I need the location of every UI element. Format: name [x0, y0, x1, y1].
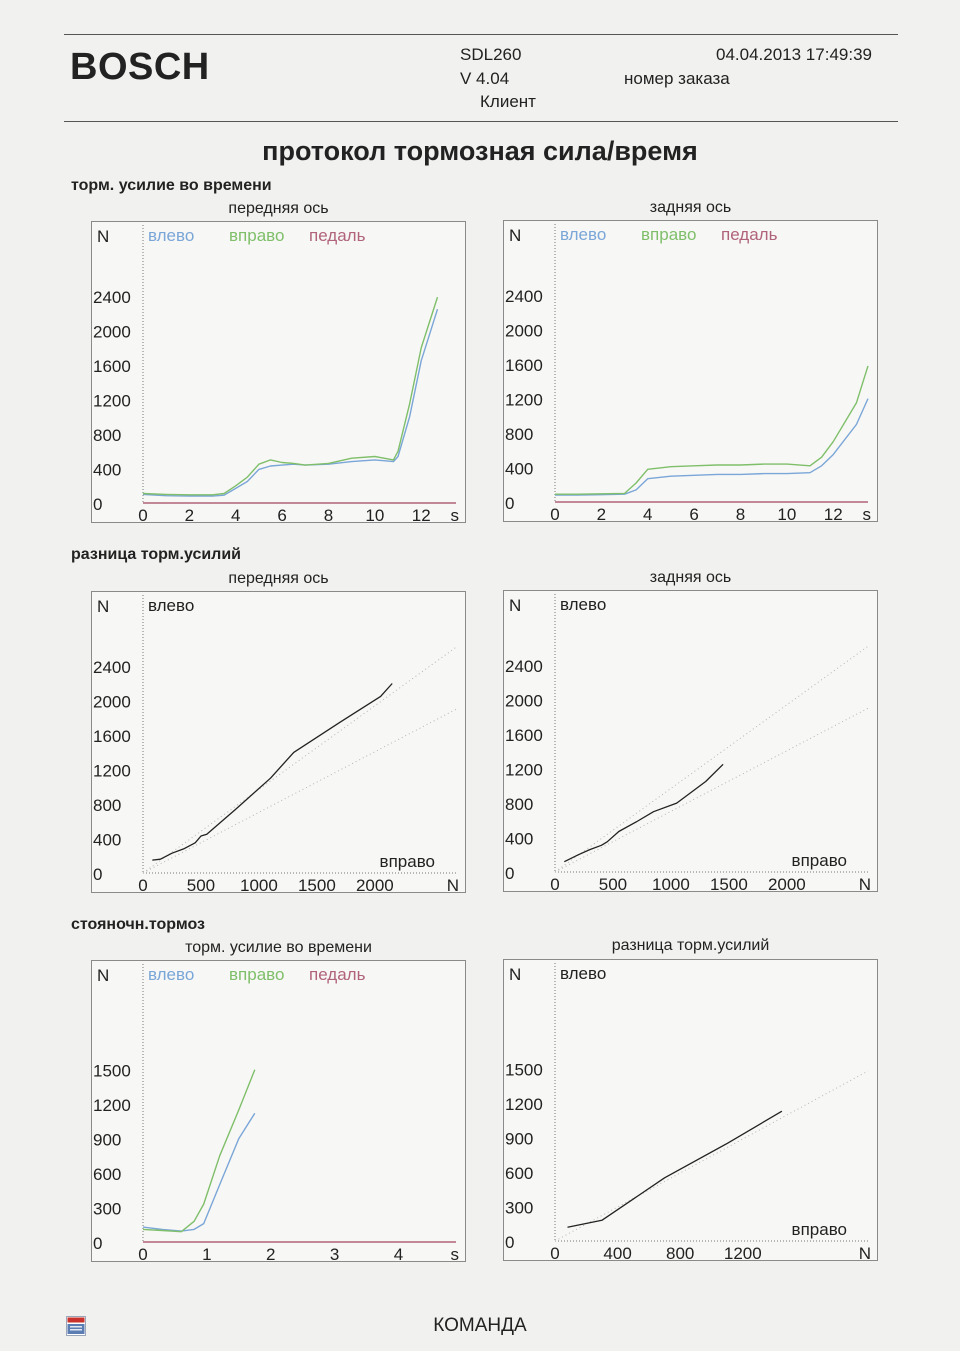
x-tick-label: 1500 [709, 875, 748, 892]
x-tick-label: 0 [550, 505, 560, 522]
x-tick-label: 800 [666, 1244, 695, 1261]
y-tick-label: 800 [505, 795, 534, 815]
y-tick-label: 400 [93, 830, 122, 850]
y-tick-label: 1600 [93, 727, 131, 747]
chart-svg [503, 220, 878, 522]
x-tick-label: 1 [202, 1245, 212, 1262]
chart-frame [92, 961, 466, 1262]
x-axis-unit-label: N [446, 876, 459, 893]
chart-frame [504, 960, 878, 1261]
y-axis-unit-label: N [509, 965, 522, 984]
x-tick-label: 6 [277, 506, 287, 523]
y-tick-label: 1200 [93, 1096, 131, 1116]
chart-svg [91, 591, 466, 893]
x-axis-unit-label: s [450, 506, 459, 523]
front-axle-difference-chart [91, 591, 466, 893]
x-tick-label: 10 [365, 506, 385, 523]
x-tick-label: 12 [411, 506, 431, 523]
footer-text: КОМАНДА [433, 1315, 527, 1336]
y-tick-label: 300 [505, 1198, 534, 1218]
y-tick-label: 400 [505, 459, 534, 479]
chart-title-rear-force: задняя ось [649, 199, 732, 216]
y-tick-label: 1500 [93, 1061, 131, 1081]
y-tick-label: 600 [93, 1165, 122, 1185]
bosch-logo: BOSCH [70, 46, 210, 88]
parking-brake-force-time-chart [91, 960, 466, 1262]
y-tick-label: 2000 [93, 322, 131, 342]
x-tick-label: 6 [689, 505, 699, 522]
x-tick-label: 500 [598, 875, 628, 892]
y-tick-label: 1200 [505, 1095, 543, 1115]
x-tick-label: 2000 [355, 876, 394, 893]
y-tick-label: 0 [93, 1234, 103, 1253]
y-axis-unit-label: N [97, 227, 110, 246]
x-tick-label: 2000 [767, 875, 806, 892]
y-tick-label: 0 [505, 494, 515, 513]
y-tick-label: 0 [93, 495, 103, 514]
x-tick-label: 2 [266, 1245, 276, 1262]
y-tick-label: 2000 [505, 691, 543, 711]
device-name: SDL260 [460, 45, 522, 64]
x-axis-unit-label: s [862, 505, 871, 522]
legend-entry: вправо [229, 965, 285, 984]
chart-title-front-force: передняя ось [228, 200, 329, 217]
legend-entry: вправо [641, 225, 697, 244]
chart-frame [92, 222, 466, 523]
legend-entry: педаль [309, 965, 366, 984]
chart-frame [504, 591, 878, 892]
x-tick-label: 0 [138, 876, 148, 893]
front-axle-force-time-chart [91, 221, 466, 523]
y-axis-wheel-label: влево [560, 595, 607, 614]
print-datetime: 04.04.2013 17:49:39 [716, 45, 872, 64]
chart-svg [503, 959, 878, 1261]
section-parking-brake: стояночн.тормоз [71, 916, 205, 933]
x-tick-label: 2 [184, 506, 195, 523]
y-axis-wheel-label: влево [148, 596, 195, 615]
chart-frame [504, 221, 878, 522]
legend-entry: влево [148, 226, 195, 245]
x-axis-wheel-label: вправо [791, 851, 847, 870]
y-tick-label: 1200 [505, 390, 543, 410]
x-tick-label: 3 [329, 1245, 340, 1262]
chart-frame [92, 592, 466, 893]
y-axis-unit-label: N [509, 596, 522, 615]
x-tick-label: 10 [777, 505, 797, 522]
y-tick-label: 800 [93, 426, 122, 446]
rear-axle-difference-chart [503, 590, 878, 892]
y-tick-label: 2000 [505, 321, 543, 341]
y-tick-label: 900 [505, 1129, 534, 1149]
y-tick-label: 1600 [505, 726, 543, 746]
y-tick-label: 800 [93, 796, 122, 816]
x-tick-label: 4 [643, 505, 653, 522]
legend-entry: влево [560, 225, 607, 244]
chart-title-parking-force: торм. усилие во времени [185, 939, 372, 956]
x-tick-label: 0 [550, 1244, 560, 1261]
x-tick-label: 2 [596, 505, 607, 522]
chart-svg [91, 221, 466, 523]
x-tick-label: 0 [138, 1245, 148, 1262]
y-axis-unit-label: N [509, 226, 522, 245]
header-top-rule [64, 34, 898, 35]
y-tick-label: 800 [505, 425, 534, 445]
x-axis-unit-label: s [450, 1245, 459, 1262]
legend-entry: вправо [229, 226, 285, 245]
y-tick-label: 1600 [505, 356, 543, 376]
y-tick-label: 2400 [505, 287, 543, 307]
legend-entry: влево [148, 965, 195, 984]
x-tick-label: 500 [186, 876, 216, 893]
order-number-label: номер заказа [624, 69, 730, 88]
x-tick-label: 1000 [652, 875, 690, 892]
y-tick-label: 0 [93, 865, 103, 884]
x-tick-label: 0 [138, 506, 148, 523]
section-force-time: торм. усилие во времени [71, 177, 272, 194]
y-tick-label: 1200 [93, 761, 131, 781]
x-tick-label: 8 [735, 505, 746, 522]
y-axis-unit-label: N [97, 966, 110, 985]
x-axis-wheel-label: вправо [791, 1220, 847, 1239]
chart-svg [91, 960, 466, 1262]
section-difference: разница торм.усилий [71, 546, 242, 563]
y-tick-label: 1500 [505, 1060, 543, 1080]
x-tick-label: 1500 [297, 876, 336, 893]
y-tick-label: 600 [505, 1164, 534, 1184]
rear-axle-force-time-chart [503, 220, 878, 522]
chart-svg [503, 590, 878, 892]
y-tick-label: 900 [93, 1130, 122, 1150]
y-tick-label: 0 [505, 864, 515, 883]
x-tick-label: 8 [323, 506, 334, 523]
x-tick-label: 400 [603, 1244, 632, 1261]
legend-entry: педаль [309, 226, 366, 245]
x-axis-wheel-label: вправо [379, 852, 435, 871]
y-tick-label: 0 [505, 1233, 515, 1252]
y-tick-label: 2400 [93, 288, 131, 308]
x-axis-unit-label: N [858, 1244, 871, 1261]
x-tick-label: 1000 [240, 876, 278, 893]
software-version: V 4.04 [460, 69, 510, 88]
y-tick-label: 300 [93, 1199, 122, 1219]
y-tick-label: 400 [505, 829, 534, 849]
x-tick-label: 0 [550, 875, 560, 892]
chart-title-parking-diff: разница торм.усилий [611, 937, 770, 954]
y-axis-wheel-label: влево [560, 964, 607, 983]
x-tick-label: 12 [823, 505, 843, 522]
parking-brake-difference-chart [503, 959, 878, 1261]
y-tick-label: 2400 [93, 658, 131, 678]
chart-title-front-diff: передняя ось [228, 570, 329, 587]
header-bottom-rule [64, 121, 898, 122]
y-tick-label: 1200 [505, 760, 543, 780]
y-tick-label: 2400 [505, 657, 543, 677]
legend-entry: педаль [721, 225, 778, 244]
x-axis-unit-label: N [858, 875, 871, 892]
y-tick-label: 2000 [93, 692, 131, 712]
x-tick-label: 1200 [723, 1244, 762, 1261]
document-title: протокол тормозная сила/время [262, 136, 698, 166]
x-tick-label: 4 [393, 1245, 404, 1262]
y-tick-label: 1600 [93, 357, 131, 377]
y-tick-label: 400 [93, 460, 122, 480]
x-tick-label: 4 [231, 506, 241, 523]
y-tick-label: 1200 [93, 391, 131, 411]
client-label: Клиент [480, 92, 536, 111]
chart-title-rear-diff: задняя ось [649, 569, 732, 586]
y-axis-unit-label: N [97, 597, 110, 616]
